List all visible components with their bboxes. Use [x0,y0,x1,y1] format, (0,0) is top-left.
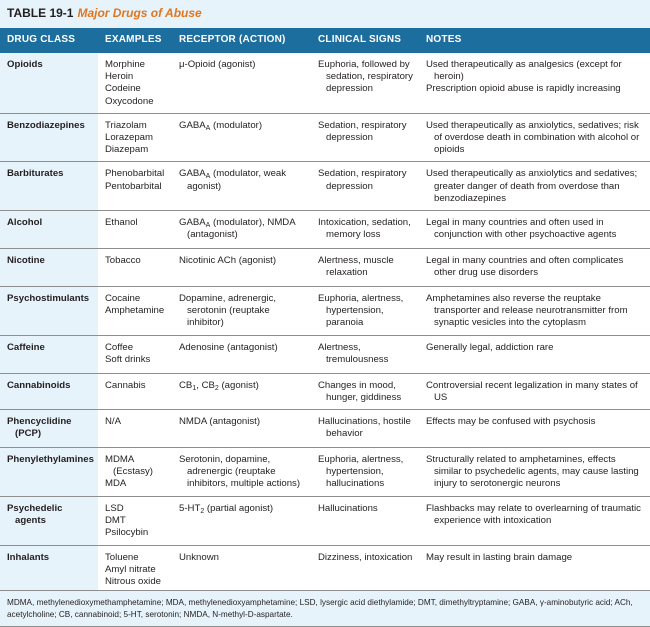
example-item: Amyl nitrate [105,564,156,576]
drug-class-name: Inhalants [7,552,50,564]
receptor-cell [172,53,311,113]
drug-class-name: Benzodiazepines [7,119,85,131]
drug-class-cell [0,335,98,373]
header-clinical-signs: CLINICAL SIGNS [311,28,419,53]
example-item: Nitrous oxide [105,576,161,588]
notes-cell [419,410,650,448]
drug-class-cell [0,373,98,409]
notes-cell [419,335,650,373]
receptor-cell [172,211,311,249]
example-item: Psilocybin [105,527,149,539]
notes-cell [419,448,650,497]
receptor-action: Nicotinic ACh (agonist) [179,255,277,267]
drugs-of-abuse-table [0,28,650,595]
examples-cell [98,162,172,211]
table-row [0,546,650,595]
examples-cell [98,287,172,336]
receptor-cell [172,335,311,373]
example-item: Lorazepam [105,132,153,144]
receptor-action: $GABA_A$ (modulator) [179,119,263,132]
table-name: Major Drugs of Abuse [77,6,202,20]
header-notes: NOTES [419,28,650,53]
clinical-signs: Intoxication, sedation, memory loss [318,217,411,241]
clinical-signs: Dizziness, intoxication [318,552,413,564]
notes-cell [419,373,650,409]
example-item: Cannabis [105,379,146,391]
receptor-cell [172,410,311,448]
example-item: Amphetamine [105,305,165,317]
table-row [0,373,650,409]
drug-class-name: Cannabinoids [7,379,71,391]
receptor-action: Adenosine (antagonist) [179,341,278,353]
notes-cell [419,287,650,336]
notes-cell [419,162,650,211]
table-body [0,53,650,594]
clinical-signs-cell [311,162,419,211]
example-item: Ethanol [105,217,138,229]
table-title-bar [0,0,650,28]
example-item: Toluene [105,552,139,564]
note-item: Controversial recent legalization in many states of US [426,379,638,403]
receptor-action: NMDA (antagonist) [179,416,261,428]
note-item: Used therapeutically as analgesics (except for heroin) [426,59,622,83]
example-item: Morphine [105,59,145,70]
example-item: Coffee [105,341,134,353]
clinical-signs-cell [311,497,419,546]
note-item: Legal in many countries and often complicates other drug use disorders [426,255,624,279]
receptor-action: Unknown [179,552,219,564]
clinical-signs: Euphoria, alertness, hypertension, paranoia [318,293,404,329]
header-examples: EXAMPLES [98,28,172,53]
table-row [0,287,650,336]
note-item: Prescription opioid abuse is rapidly increasing [426,83,621,95]
clinical-signs: Hallucinations [318,503,378,515]
note-item: May result in lasting brain damage [426,552,573,564]
drug-class-cell [0,287,98,336]
drug-class-name: Opioids [7,59,43,70]
example-item: MDMA (Ecstasy) [105,454,153,478]
receptor-action: $GABA_A$ (modulator, weak agonist) [179,168,287,192]
example-item: Codeine [105,83,141,95]
table-title [7,7,202,19]
receptor-cell [172,113,311,162]
examples-cell [98,113,172,162]
drug-class-name: Psychostimulants [7,293,90,305]
example-item: Tobacco [105,255,141,267]
clinical-signs: Sedation, respiratory depression [318,119,407,144]
note-item: Structurally related to amphetamines, effects similar to psychedelic agents, may cause lasting injury to serotonergic neurons [426,454,639,490]
drug-class-name: Barbiturates [7,168,64,180]
clinical-signs-cell [311,335,419,373]
examples-cell [98,410,172,448]
receptor-cell [172,373,311,409]
example-item: Oxycodone [105,95,154,107]
receptor-action: μ-Opioid (agonist) [179,59,256,70]
note-item: Flashbacks may relate to overlearning of traumatic experience with intoxication [426,503,641,527]
drug-class-cell [0,113,98,162]
note-item: Amphetamines also reverse the reuptake transporter and release neurotransmitter from synaptic vesicles into the cytoplasm [426,293,628,329]
note-item: Used therapeutically as anxiolytics and sedatives; greater danger of death from overdose than benzodiazepines [426,168,638,204]
notes-cell [419,211,650,249]
table-row [0,335,650,373]
drug-class-cell [0,410,98,448]
clinical-signs: Alertness, tremulousness [318,341,389,365]
notes-cell [419,53,650,113]
receptor-action: $GABA_A$ (modulator), NMDA (antagonist) [179,217,296,241]
clinical-signs-cell [311,410,419,448]
footnote-bar [0,590,650,627]
note-item: Used therapeutically as anxiolytics, sedatives; risk of overdose death in combination with alcohol or opioids [426,119,640,156]
note-item: Effects may be confused with psychosis [426,416,596,428]
clinical-signs-cell [311,53,419,113]
drug-class-name: Phencyclidine (PCP) [7,416,72,440]
drug-class-name: Nicotine [7,255,45,267]
example-item: Cocaine [105,293,141,305]
drug-class-cell [0,448,98,497]
drug-class-cell [0,53,98,113]
example-item: Triazolam [105,119,147,131]
clinical-signs-cell [311,546,419,595]
examples-cell [98,249,172,287]
drug-class-cell [0,546,98,595]
header-receptor: RECEPTOR (ACTION) [172,28,311,53]
examples-cell [98,335,172,373]
example-item: Phenobarbital [105,168,165,180]
drug-class-cell [0,211,98,249]
example-item: LSD [105,503,124,515]
notes-cell [419,249,650,287]
notes-cell [419,113,650,162]
clinical-signs-cell [311,113,419,162]
examples-cell [98,448,172,497]
examples-cell [98,211,172,249]
notes-cell [419,497,650,546]
receptor-cell [172,162,311,211]
example-item: Diazepam [105,144,149,156]
receptor-cell [172,249,311,287]
drug-class-cell [0,162,98,211]
drug-class-name: Alcohol [7,217,43,229]
drug-class-name: Phenylethylamines [7,454,94,466]
receptor-cell [172,497,311,546]
table-row [0,53,650,113]
note-item: Generally legal, addiction rare [426,341,554,353]
header-drug-class: DRUG CLASS [0,28,98,53]
clinical-signs-cell [311,373,419,409]
table-row [0,162,650,211]
receptor-action: Dopamine, adrenergic, serotonin (reuptake inhibitor) [179,293,277,329]
example-item: Soft drinks [105,353,151,365]
clinical-signs-cell [311,287,419,336]
clinical-signs: Hallucinations, hostile behavior [318,416,411,440]
receptor-action: Serotonin, dopamine, adrenergic (reuptake inhibitors, multiple actions) [179,454,301,490]
clinical-signs: Euphoria, followed by sedation, respiratory depression [318,59,413,95]
receptor-cell [172,287,311,336]
table-footnote: MDMA, methylenedioxymethamphetamine; MDA, methylenedioxyamphetamine; LSD, lysergic acid diethylamide; DMT, dimethyltryptamine; GABA, γ-aminobutyric acid; ACh, acetylcholine; CB, cannabinoid; 5-HT, serotonin; NMDA, N-methyl-D-aspartate. [7,598,633,619]
examples-cell [98,53,172,113]
table-row [0,249,650,287]
examples-cell [98,497,172,546]
clinical-signs: Changes in mood, hunger, giddiness [318,379,402,403]
clinical-signs: Alertness, muscle relaxation [318,255,394,279]
clinical-signs-cell [311,249,419,287]
example-item: N/A [105,416,121,428]
receptor-cell [172,448,311,497]
table-number: TABLE 19-1 [7,6,74,20]
clinical-signs: Sedation, respiratory depression [318,168,407,192]
receptor-action: $5-HT_2$ (partial agonist) [179,503,274,516]
example-item: MDA [105,478,127,490]
example-item: DMT [105,515,126,527]
drug-class-name: Psychedelic agents [7,503,63,527]
note-item: Legal in many countries and often used in conjunction with other psychoactive agents [426,217,617,241]
table-row [0,497,650,546]
table-row [0,211,650,249]
notes-cell [419,546,650,595]
header-row [0,28,650,53]
clinical-signs: Euphoria, alertness, hypertension, hallucinations [318,454,404,490]
drug-class-name: Caffeine [7,341,45,353]
drug-class-cell [0,497,98,546]
table-row [0,410,650,448]
clinical-signs-cell [311,448,419,497]
receptor-action: $CB_1$, $CB_2$ (agonist) [179,379,259,392]
receptor-cell [172,546,311,595]
example-item: Heroin [105,71,134,83]
clinical-signs-cell [311,211,419,249]
table-row [0,113,650,162]
table-row [0,448,650,497]
examples-cell [98,546,172,595]
examples-cell [98,373,172,409]
example-item: Pentobarbital [105,180,162,192]
drug-class-cell [0,249,98,287]
